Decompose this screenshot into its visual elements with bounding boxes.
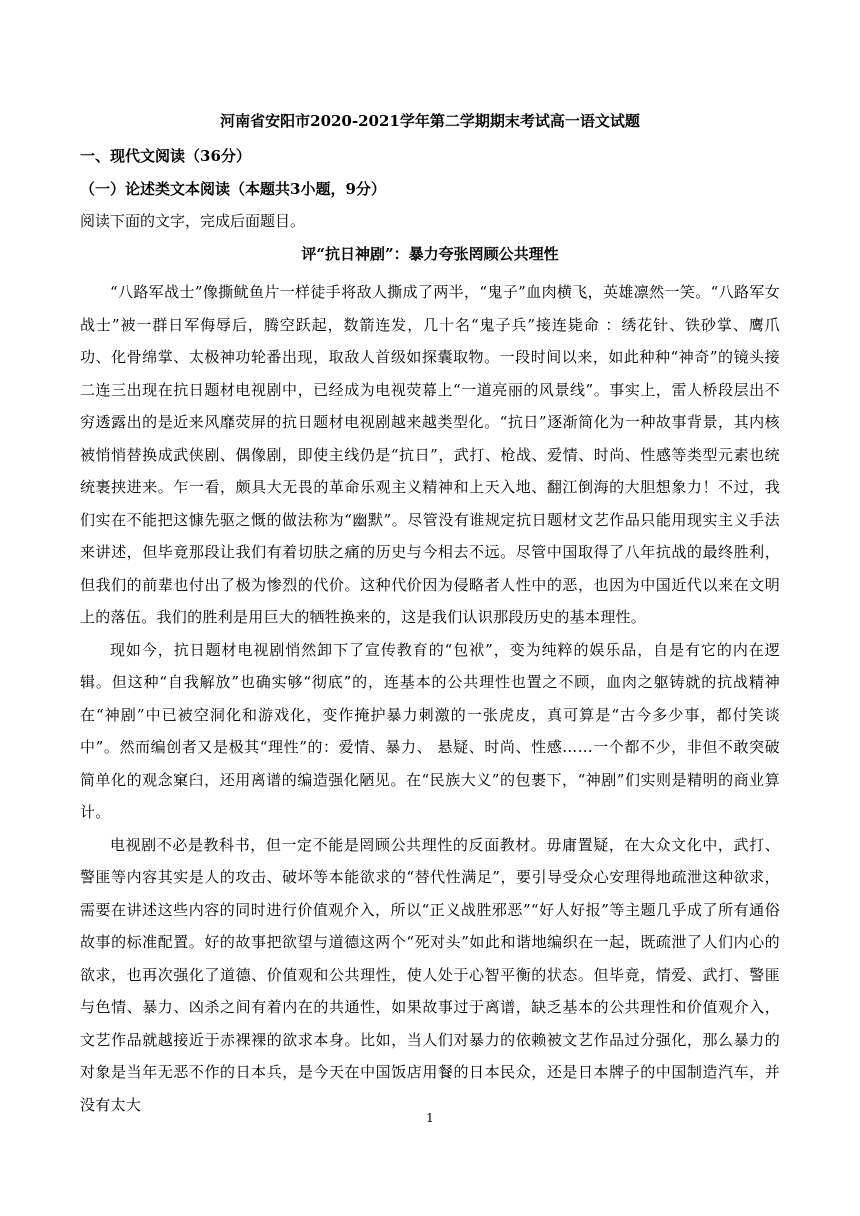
paragraph-2: 现如今，抗日题材电视剧悄然卸下了宣传教育的“包袱”，变为纯粹的娱乐品，自是有它的内在逻辑。但这种“自我解放”也确实够“彻底”的，连基本的公共理性也置之不顾，血肉之躯铸就的抗战精神在“神剧”中已被空洞化和游戏化，变作掩护暴力刺激的一张虎皮，真可算是“古今多少事，都付笑谈中”。然而编创者又是极其“理性”的：爱情、暴力、 悬疑、时尚、性感……一个都不少，非但不敢突破简单化的观念窠臼，还用离谱的编造强化陋见。在“民族大义”的包裹下，“神剧”们实则是精明的商业算计。 (80, 640, 780, 821)
page-number: 1 (426, 1111, 434, 1125)
exam-title: 河南省安阳市2020-2021学年第二学期期末考试高一语文试题 (220, 112, 640, 130)
article-body (80, 276, 780, 1121)
paragraph-1: “八路军战士”像撕鱿鱼片一样徒手将敌人撕成了两半，“鬼子”血肉横飞，英雄凛然一笑。“八路军女战士”被一群日军侮辱后，腾空跃起，数箭连发，几十名“鬼子兵”接连毙命 ：绣花针、铁砂掌、鹰爪功、化骨绵掌、太极神功轮番出现，取敌人首级如探囊取物。一段时间以来，如此种种“神奇”的镜头接二连三出现在抗日题材电视剧中，已经成为电视荧幕上“一道亮丽的风景线”。事实上，雷人桥段层出不穷透露出的是近来风靡荧屏的抗日题材电视剧越来越类型化。“抗日”逐渐简化为一种故事背景，其内核被悄悄替换成武侠剧、偶像剧，即使主线仍是“抗日”，武打、枪战、爱情、时尚、性感等类型元素也统统裹挟进来。乍一看，颇具大无畏的革命乐观主义精神和上天入地、翻江倒海的大胆想象力！不过，我们实在不能把这慷先驱之慨的做法称为“幽默”。尽管没有谁规定抗日题材文艺作品只能用现实主义手法来讲述，但毕竟那段让我们有着切肤之痛的历史与今相去不远。尽管中国取得了八年抗战的最终胜利，但我们的前辈也付出了极为惨烈的代价。这种代价因为侵略者人性中的恶，也因为中国近代以来在文明上的落伍。我们的胜利是用巨大的牺牲换来的，这是我们认识那段历史的基本理性。 (80, 283, 780, 626)
paragraph-3: 电视剧不必是教科书，但一定不能是罔顾公共理性的反面教材。毋庸置疑，在大众文化中，武打、警匪等内容其实是人的攻击、破坏等本能欲求的“替代性满足”，要引导受众心安理得地疏泄这种欲求，需要在讲述这些内容的同时进行价值观介入，所以“正义战胜邪恶”“好人好报”等主题几乎成了所有通俗故事的标准配置。好的故事把欲望与道德这两个“死对头”如此和谐地编织在一起，既疏泄了人们内心的欲求，也再次强化了道德、价值观和公共理性，使人处于心智平衡的状态。但毕竟，情爱、武打、警匪与色情、暴力、凶杀之间有着内在的共通性，如果故事过于离谱，缺乏基本的公共理性和价值观介入，文艺作品就越接近于赤裸裸的欲求本身。比如，当人们对暴力的依赖被文艺作品过分强化，那么暴力的对象是当年无恶不作的日本兵，是今天在中国饭店用餐的日本民众，还是日本牌子的中国制造汽车，并没有太大 (80, 835, 780, 1114)
article-title: 评“抗日神剧”：暴力夸张罔顾公共理性 (301, 245, 559, 263)
section-heading: 一、现代文阅读（36分） (80, 147, 251, 165)
reading-instruction: 阅读下面的文字，完成后面题目。 (80, 212, 306, 230)
subsection-heading: （一）论述类文本阅读（本题共3小题，9分） (80, 180, 386, 198)
